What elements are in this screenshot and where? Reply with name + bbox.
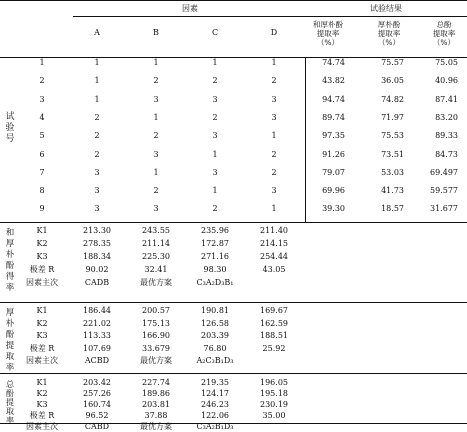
stat-value-b: 189.86 (142, 389, 170, 398)
stat-value-a: 213.30 (83, 226, 111, 235)
stat-value-c: 235.96 (201, 226, 229, 235)
trial-result-r2: 75.53 (381, 131, 404, 140)
trial-result-r3: 84.73 (435, 150, 458, 159)
trial-result-r3: 75.05 (435, 58, 458, 67)
best-scheme-value: C₃A₂B₁D₃ (196, 422, 234, 431)
stat-value-c: 190.81 (201, 306, 229, 315)
trial-number: 6 (39, 150, 45, 159)
trial-level-a: 1 (94, 58, 100, 67)
best-scheme-label: 最优方案 (140, 278, 172, 287)
trial-level-b: 3 (153, 150, 159, 159)
trial-result-r1: 39.30 (322, 204, 345, 213)
trial-result-r1: 69.96 (322, 186, 345, 195)
stat-value-a: 90.02 (85, 265, 109, 274)
stat-value-b: 37.88 (144, 411, 168, 420)
trial-level-c: 2 (212, 76, 218, 85)
stat-value-c: 98.30 (203, 265, 227, 274)
trial-level-b: 2 (153, 186, 159, 195)
trial-level-a: 2 (94, 150, 100, 159)
stat-value-a: 113.33 (83, 331, 111, 340)
trial-level-c: 2 (212, 204, 218, 213)
stat-value-b: 33.679 (142, 344, 170, 353)
results-separator (305, 57, 306, 223)
stat-value-a: 188.34 (83, 252, 111, 261)
trial-level-d: 1 (271, 58, 277, 67)
factor-group-header: 因素 (182, 4, 198, 13)
stat-value-c: 122.06 (201, 411, 229, 420)
trial-result-r3: 87.41 (435, 95, 458, 104)
stat-value-c: 124.17 (201, 389, 229, 398)
trial-result-r1: 74.74 (322, 58, 345, 67)
trial-level-c: 1 (212, 150, 218, 159)
trial-number: 3 (39, 95, 45, 104)
trial-level-a: 3 (94, 204, 100, 213)
stat-row-label: 极差 R (29, 411, 55, 420)
trial-result-r3: 83.20 (435, 113, 458, 122)
stat-value-d: 43.05 (262, 265, 286, 274)
best-scheme-value: C₃A₂D₃B₁ (196, 278, 234, 287)
stat-value-d: 254.44 (260, 252, 288, 261)
trial-level-a: 3 (94, 186, 100, 195)
trial-level-d: 2 (271, 76, 277, 85)
factor-order-label: 因素主次 (26, 356, 58, 365)
stat-value-d: 195.18 (260, 389, 288, 398)
stat-value-d: 230.19 (260, 400, 288, 409)
stat-row-label: K3 (36, 252, 48, 261)
trial-number: 8 (39, 186, 45, 195)
col-header-a: A (94, 28, 100, 37)
stat-row-label: K3 (36, 400, 48, 409)
trials-bottom-rule (0, 222, 467, 223)
stat-value-d: 188.51 (260, 331, 288, 340)
trial-level-a: 1 (94, 76, 100, 85)
stat-value-a: 186.44 (83, 306, 111, 315)
trial-level-a: 1 (94, 95, 100, 104)
trial-result-r3: 40.96 (435, 76, 458, 85)
stat-value-b: 225.30 (142, 252, 170, 261)
factor-order-value: ACBD (84, 356, 110, 365)
trial-level-a: 3 (94, 168, 100, 177)
trial-result-r2: 53.03 (381, 168, 404, 177)
trial-level-b: 2 (153, 131, 159, 140)
stat-value-c: 172.87 (201, 239, 229, 248)
stat-row-label: K2 (36, 239, 48, 248)
stat-value-c: 76.80 (203, 344, 227, 353)
stat-value-a: 257.26 (83, 389, 111, 398)
stat-value-d: 196.05 (260, 378, 288, 387)
stat-row-label: K3 (36, 331, 48, 340)
trial-result-r1: 89.74 (322, 113, 345, 122)
trial-level-b: 3 (153, 95, 159, 104)
factor-group-rule (73, 16, 305, 17)
stat-value-b: 227.74 (142, 378, 170, 387)
stat-value-d: 35.00 (262, 411, 286, 420)
section2-bottom-rule (0, 373, 467, 374)
stat-row-label: K2 (36, 319, 48, 328)
trial-result-r3: 59.577 (430, 186, 458, 195)
stat-value-c: 271.16 (201, 252, 229, 261)
stat-value-d: 25.92 (262, 344, 286, 353)
stat-value-b: 166.90 (142, 331, 170, 340)
result-header-total: 总酚 提取率 （%） (432, 20, 456, 47)
trial-level-b: 1 (153, 58, 159, 67)
trial-result-r3: 89.33 (435, 131, 458, 140)
trial-level-b: 2 (153, 76, 159, 85)
trial-level-d: 3 (271, 113, 277, 122)
trial-result-r2: 73.51 (381, 150, 404, 159)
trial-level-c: 3 (212, 131, 218, 140)
trial-result-r2: 74.82 (381, 95, 404, 104)
stat-value-c: 246.23 (201, 400, 229, 409)
trial-level-c: 3 (212, 168, 218, 177)
factor-order-value: CADB (84, 278, 110, 287)
trial-result-r2: 75.57 (381, 58, 404, 67)
trial-level-d: 2 (271, 150, 277, 159)
stat-value-a: 203.42 (83, 378, 111, 387)
trial-level-c: 1 (212, 58, 218, 67)
factor-order-label: 因素主次 (26, 278, 58, 287)
trial-level-d: 1 (271, 204, 277, 213)
stat-row-label: K1 (36, 378, 48, 387)
trial-number: 5 (39, 131, 45, 140)
top-rule (0, 0, 467, 1)
stat-value-a: 278.35 (83, 239, 111, 248)
trial-level-b: 1 (153, 168, 159, 177)
stat-row-label: K1 (36, 226, 48, 235)
factor-order-value: CABD (84, 422, 110, 431)
trial-level-d: 2 (271, 168, 277, 177)
trial-level-c: 3 (212, 95, 218, 104)
trial-result-r3: 31.677 (430, 204, 458, 213)
trial-level-b: 3 (153, 204, 159, 213)
stat-value-a: 107.69 (83, 344, 111, 353)
stat-value-d: 211.40 (260, 226, 288, 235)
stat-value-a: 160.74 (83, 400, 111, 409)
stat-value-c: 219.35 (201, 378, 229, 387)
trial-result-r1: 94.74 (322, 95, 345, 104)
trial-level-c: 1 (212, 186, 218, 195)
trial-result-r2: 71.97 (381, 113, 404, 122)
trial-level-a: 2 (94, 131, 100, 140)
trial-number: 1 (39, 58, 45, 67)
stat-value-b: 175.13 (142, 319, 170, 328)
stat-row-label: K1 (36, 306, 48, 315)
trial-result-r3: 69.497 (430, 168, 458, 177)
col-header-b: B (153, 28, 159, 37)
trial-group-label: 试验号 (5, 112, 15, 144)
trial-level-d: 3 (271, 95, 277, 104)
stat-value-c: 203.39 (201, 331, 229, 340)
result-header-magnolol: 厚朴酚 提取率 （%） (377, 20, 401, 47)
trial-level-a: 2 (94, 113, 100, 122)
stat-value-c: 126.58 (201, 319, 229, 328)
trial-number: 9 (39, 204, 45, 213)
stat-value-b: 32.41 (144, 265, 168, 274)
trial-result-r2: 36.05 (381, 76, 404, 85)
section-label: 和厚朴酚得率 (5, 228, 15, 293)
trial-number: 4 (39, 113, 45, 122)
stat-value-a: 96.52 (85, 411, 109, 420)
trial-number: 7 (39, 168, 45, 177)
trial-level-d: 1 (271, 131, 277, 140)
trial-level-d: 3 (271, 186, 277, 195)
trial-result-r2: 18.57 (381, 204, 404, 213)
stat-row-label: K2 (36, 389, 48, 398)
stat-value-b: 211.14 (142, 239, 170, 248)
trial-result-r2: 41.73 (381, 186, 404, 195)
stat-row-label: 极差 R (29, 344, 55, 353)
stat-value-d: 162.59 (260, 319, 288, 328)
trial-result-r1: 79.07 (322, 168, 345, 177)
trial-result-r1: 91.26 (322, 150, 345, 159)
trial-level-c: 2 (212, 113, 218, 122)
section1-bottom-rule (0, 302, 467, 303)
factor-order-label: 因素主次 (26, 422, 58, 431)
stat-value-d: 214.15 (260, 239, 288, 248)
section-label: 厚朴酚提取率 (5, 308, 15, 373)
result-header-honokiol: 和厚朴酚 提取率 （%） (313, 20, 343, 47)
section-label: 总酚提取率 (6, 380, 14, 425)
result-group-header: 试验结果 (370, 4, 402, 13)
trial-result-r1: 43.82 (322, 76, 345, 85)
col-header-d: D (270, 28, 278, 37)
result-group-rule (305, 16, 467, 17)
col-header-c: C (211, 28, 219, 37)
trial-number: 2 (39, 76, 45, 85)
stat-value-a: 221.02 (83, 319, 111, 328)
best-scheme-value: A₂C₃B₁D₃ (196, 356, 234, 365)
best-scheme-label: 最优方案 (140, 422, 172, 431)
trial-level-b: 1 (153, 113, 159, 122)
stat-value-b: 243.55 (142, 226, 170, 235)
stat-value-b: 200.57 (142, 306, 170, 315)
stat-value-d: 169.67 (260, 306, 288, 315)
stat-value-b: 203.81 (142, 400, 170, 409)
trial-result-r1: 97.35 (322, 131, 345, 140)
stat-row-label: 极差 R (29, 265, 55, 274)
best-scheme-label: 最优方案 (140, 356, 172, 365)
